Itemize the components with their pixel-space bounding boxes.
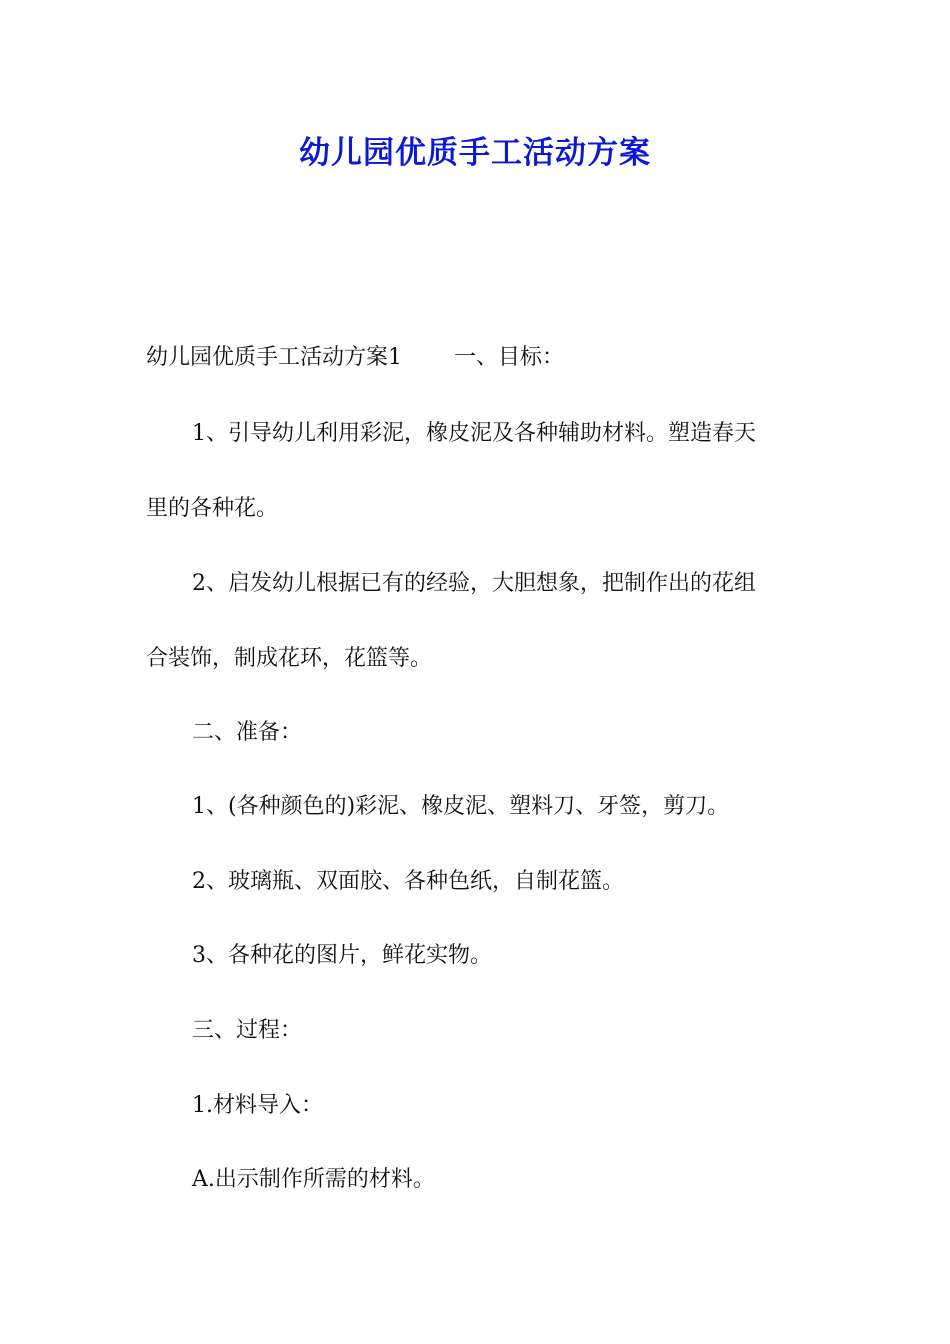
goal2-line1: 2、启发幼儿根据已有的经验，大胆想象，把制作出的花组 xyxy=(192,571,756,596)
prep-item-1: 1、(各种颜色的)彩泥、橡皮泥、塑料刀、牙签，剪刀。 xyxy=(192,794,730,819)
section2-heading: 二、准备： xyxy=(192,720,303,745)
intro-heading: 幼儿园优质手工活动方案1 xyxy=(146,345,402,370)
step-1a: A.出示制作所需的材料。 xyxy=(192,1167,435,1192)
document-title: 幼儿园优质手工活动方案 xyxy=(299,135,651,171)
section1-heading: 一、目标： xyxy=(454,345,565,370)
section3-heading: 三、过程： xyxy=(192,1018,303,1043)
goal1-line2: 里的各种花。 xyxy=(146,496,279,521)
goal1-line1: 1、引导幼儿利用彩泥，橡皮泥及各种辅助材料。塑造春天 xyxy=(192,421,756,446)
prep-item-3: 3、各种花的图片，鲜花实物。 xyxy=(192,943,492,968)
intro-line xyxy=(146,342,826,374)
prep-item-2: 2、玻璃瓶、双面胶、各种色纸，自制花篮。 xyxy=(192,869,624,894)
step-1: 1.材料导入： xyxy=(192,1093,323,1118)
goal2-line2: 合装饰，制成花环，花篮等。 xyxy=(146,646,433,671)
